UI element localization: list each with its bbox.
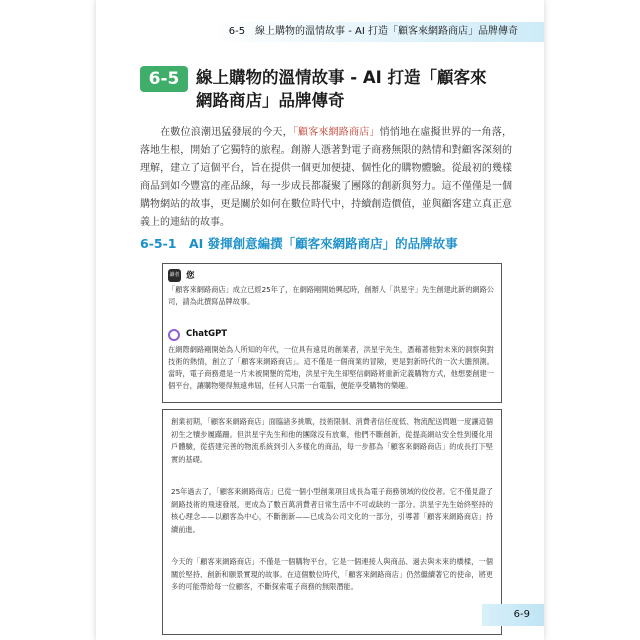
continuation-paragraph-1: 創業初期，「顧客來網路商店」面臨諸多挑戰，技術限制、消費者信任度低、物流配送問題一度讓這個初生之犢步履蹣跚。但洪星宇先生和他的團隊沒有放棄，他們不斷創新，從提高網站安全性到優化用戶體驗，從搭建完善的物流系統到引入多樣化的商品，每一步都為「顧客來網路商店」的成長打下堅實的基礎。 (171, 417, 493, 464)
intro-highlight-store-name: 「顧客來網路商店」 (292, 127, 380, 138)
continuation-paragraph-3: 今天的「顧客來網路商店」不僅是一個購物平台，它是一個連接人與商品、過去與未來的橋樑，一個關於堅持、創新和願景實現的故事。在這個數位時代，「顧客來網路商店」仍然繼續著它的使命，將更多的可能帶給每一位顧客，不斷探索電子商務的無限潛能。 (171, 557, 493, 591)
chat-continuation-box (162, 409, 502, 635)
subsection-title: 6-5-1 AI 發揮創意編撰「顧客來網路商店」的品牌故事 (140, 236, 458, 251)
intro-text-start: 在數位浪潮迅猛發展的今天， (160, 127, 293, 138)
intro-text-rest: 悄悄地在虛擬世界的一角落，落地生根，開始了它獨特的旅程。創辦人憑著對電子商務無限的熱情和對顧客深刻的理解，建立了這個平台，旨在提供一個更加便捷、個性化的購物體驗。從最初的幾樣商品到如今豐富的產品線，每一步成長都凝聚了團隊的創新與努力。這不僅僅是一個購物網站的故事，更是關於如何在數位時代中，持續創造價值，並與顧客建立真正意義上的連結的故事。 (140, 127, 513, 228)
page-number: 6-9 (482, 604, 544, 626)
user-message: 「顧客來網路商店」成立已經25年了，在網路剛開始興起時，創辦人「洪星宇」先生創建此新的網路公司，請為此撰寫品牌故事。 (168, 285, 494, 306)
chatgpt-avatar-icon (168, 329, 180, 341)
chat-transcript-box (162, 263, 502, 403)
user-avatar-icon: 讀者 (168, 269, 181, 282)
continuation-paragraph-2: 25年過去了，「顧客來網路商店」已從一個小型創業項目成長為電子商務領域的佼佼者。它不僅見證了網路技術的飛速發展，更成為了數百萬消費者日常生活中不可或缺的一部分。洪星宇先生始終堅持的核心理念——以顧客為中心，不斷創新——已成為公司文化的一部分，引導著「顧客來網路商店」持續前進。 (171, 487, 493, 534)
intro-paragraph (140, 124, 512, 232)
running-header (214, 22, 544, 42)
section-title (196, 66, 496, 112)
section-title-line1: 線上購物的溫情故事 - AI 打造「顧客來 (196, 68, 487, 87)
section-title-line2: 網路商店」品牌傳奇 (196, 91, 345, 110)
running-header-title: 6-5 線上購物的溫情故事 - AI 打造「顧客來網路商店」品牌傳奇 (228, 26, 518, 37)
assistant-message: 在網際網路剛開始為人所知的年代，一位具有遠見的創業者，洪星宇先生，憑藉著他對未來的洞察與對技術的熱情，創立了「顧客來網路商店」。這不僅是一個商業的冒險，更是對新時代的一次大膽預測。當時，電子商務還是一片未被開墾的荒地，洪星宇先生卻堅信網路將重新定義購物方式，他想要創建一個平台，讓購物變得無遠弗屆，任何人只需一台電腦，便能享受購物的樂趣。 (168, 345, 494, 390)
section-header (140, 66, 510, 114)
assistant-name: ChatGPT (186, 329, 228, 339)
section-number-badge: 6-5 (140, 66, 188, 92)
user-name: 您 (186, 271, 195, 281)
book-page (96, 0, 544, 640)
